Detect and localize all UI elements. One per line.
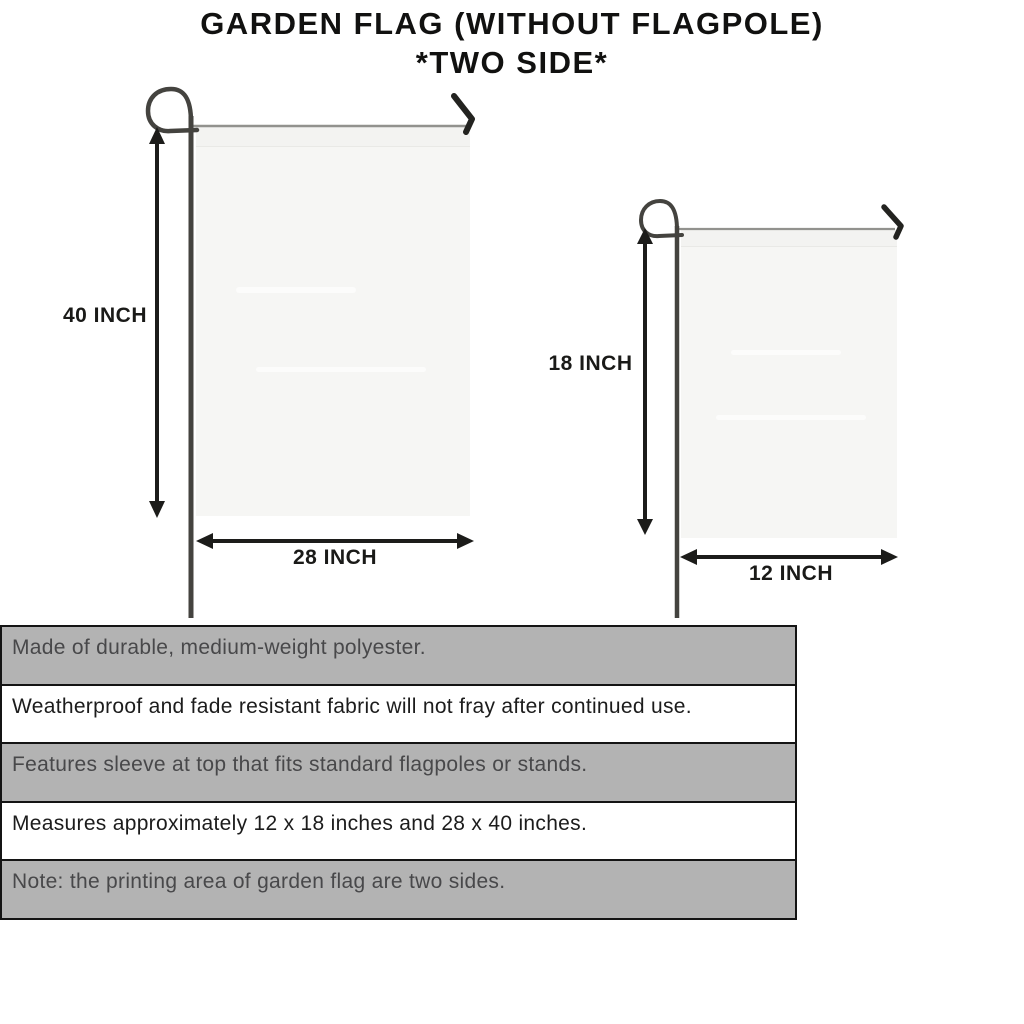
flag-fold <box>236 287 356 293</box>
large-flag-sleeve <box>196 127 470 147</box>
features-table <box>0 625 797 920</box>
feature-row: Made of durable, medium-weight polyester. <box>2 627 795 686</box>
flag-fold <box>731 350 841 355</box>
title-line-2: *TWO SIDE* <box>415 45 609 80</box>
arrow-head-up-icon <box>149 127 165 144</box>
feature-row: Features sleeve at top that fits standard flagpoles or stands. <box>2 744 795 803</box>
title-line-1: GARDEN FLAG (WITHOUT FLAGPOLE) <box>200 6 824 41</box>
flag-fold <box>716 415 866 420</box>
small-flag-height-label: 18 INCH <box>548 352 633 375</box>
arrow-head-down-icon <box>637 519 653 535</box>
feature-row: Note: the printing area of garden flag are two sides. <box>2 861 795 918</box>
arrow-head-left-icon <box>196 533 213 549</box>
large-flag-image <box>196 127 470 516</box>
arrow-head-up-icon <box>637 228 653 244</box>
large-flag-height-label: 40 INCH <box>62 304 148 327</box>
feature-row: Weatherproof and fade resistant fabric will not fray after continued use. <box>2 686 795 745</box>
page-title <box>0 4 1024 82</box>
large-flag-width-label: 28 INCH <box>292 546 378 569</box>
arrow-head-left-icon <box>680 549 697 565</box>
feature-row: Measures approximately 12 x 18 inches and 28 x 40 inches. <box>2 803 795 862</box>
arrow-head-down-icon <box>149 501 165 518</box>
arrow-head-right-icon <box>457 533 474 549</box>
small-flag-pole-loop <box>641 201 682 236</box>
arrow-head-right-icon <box>881 549 898 565</box>
small-flag-image <box>681 230 897 538</box>
small-flag-sleeve <box>681 230 897 247</box>
large-flag-pole-loop <box>148 89 197 131</box>
flag-fold <box>256 367 426 372</box>
small-flag-width-label: 12 INCH <box>748 562 834 585</box>
